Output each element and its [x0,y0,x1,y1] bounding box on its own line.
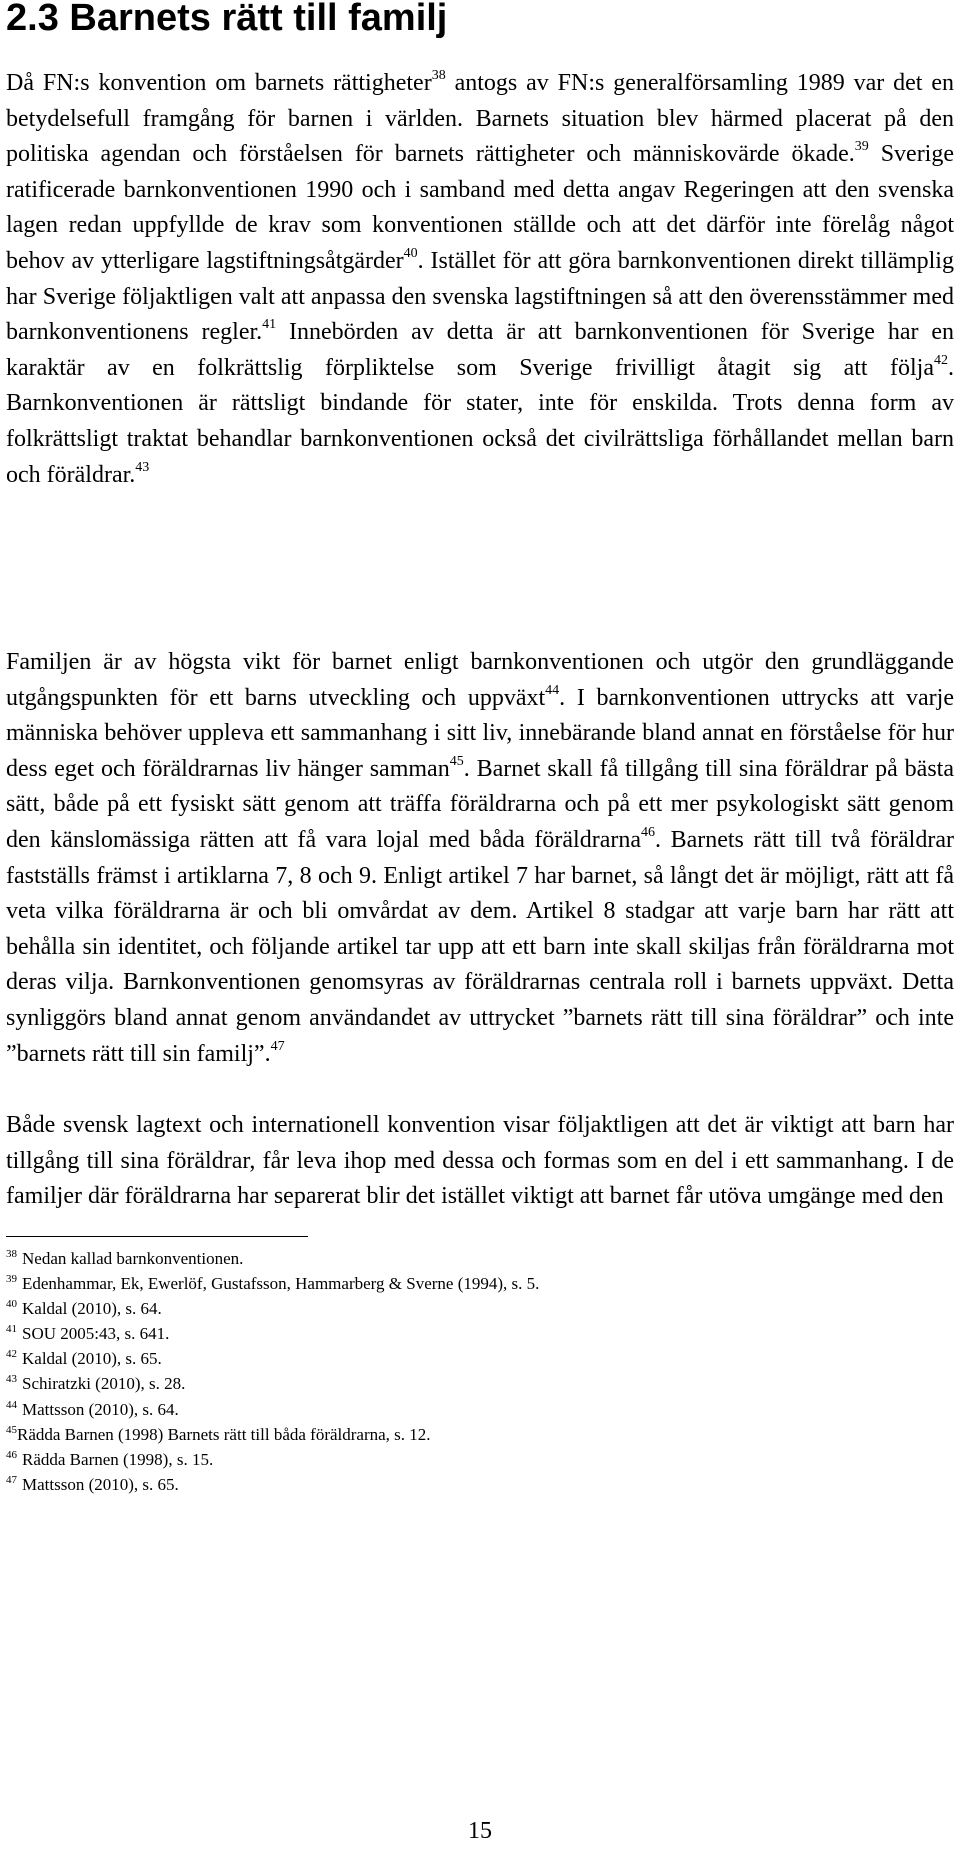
footnote-number: 45 [6,1423,17,1436]
page-number: 15 [468,1818,492,1844]
text-run: Då FN:s konvention om barnets rättigheter [6,70,432,96]
footnote-41 [6,1321,946,1346]
footnote-number: 39 [6,1273,17,1286]
text-run: . Barnet skall få tillgång till sina föräldrar på bästa sätt, både på ett fysiskt sätt genom att träffa föräldrarna och på ett mer psykologiskt sätt genom den känslomässiga rätten att få vara lojal med båda föräldrarna [6,755,954,853]
footnote-ref-47: 47 [270,1038,285,1054]
footnote-ref-44: 44 [545,682,560,698]
footnote-text: Rädda Barnen (1998), s. 15. [22,1449,214,1469]
footnote-text: SOU 2005:43, s. 641. [22,1324,170,1344]
footnote-text: Mattsson (2010), s. 64. [22,1399,179,1419]
text-run: . Istället för att göra barnkonventionen direkt tillämplig har Sverige följaktligen valt att anpassa den svenska lagstiftningen så att den överensstämmer med barnkonventionens regler. [6,247,954,346]
text-run: Både svensk lagtext och internationell konvention visar följaktligen att det är viktigt att barn har tillgång till sina föräldrar, får leva ihop med dessa och formas som en del i ett sammanhang. I de familjer där föräldrarna har separerat blir det istället viktigt att barnet får utöva umgänge med den [6,1112,954,1210]
paragraph-1 [6,66,954,493]
footnote-ref-43: 43 [135,459,150,475]
footnote-number: 47 [6,1473,17,1486]
footnote-text: Kaldal (2010), s. 65. [22,1349,162,1369]
footnote-ref-41: 41 [262,317,277,333]
paragraph-3 [6,1108,954,1215]
footnote-number: 44 [6,1398,17,1411]
footnote-ref-40: 40 [403,245,418,261]
footnote-text: Nedan kallad barnkonventionen. [22,1249,244,1268]
footnote-text: Edenhammar, Ek, Ewerlöf, Gustafsson, Hammarberg & Sverne (1994), s. 5. [22,1274,540,1294]
footnote-ref-39: 39 [854,139,869,155]
footnote-42 [6,1346,946,1371]
footnote-number: 40 [6,1298,17,1311]
footnote-text: Schiratzki (2010), s. 28. [22,1374,186,1394]
footnote-number: 46 [6,1448,17,1461]
footnote-45 [6,1422,946,1447]
footnote-ref-45: 45 [449,753,464,769]
footnote-ref-38: 38 [431,68,446,83]
footnote-text: Kaldal (2010), s. 64. [22,1299,162,1319]
footnote-text: Mattsson (2010), s. 65. [22,1474,179,1494]
footnote-43 [6,1371,946,1396]
footnote-46 [6,1447,946,1472]
footnote-number: 41 [6,1323,17,1336]
text-run: Familjen är av högsta vikt för barnet enligt barnkonventionen och utgör den grundläggande utgångspunkten för ett barns utveckling och uppväxt [6,649,954,711]
footnote-47 [6,1472,946,1497]
footnote-38 [6,1246,946,1271]
text-run: . Barnets rätt till två föräldrar fastställs främst i artiklarna 7, 8 och 9. Enligt artikel 7 har barnet, så långt det är möjligt, rätt att få veta vilka föräldrarna är och bli omvårdat av dem. Artikel 8 stadgar att varje barn har rätt att behålla sin identitet, och följande artikel tar upp att ett barn inte skall skiljas från föräldrarna mot deras vilja. Barnkonventionen genomsyras av föräldrarnas centrala roll i barnets uppväxt. Detta synliggörs bland annat genom användandet av uttrycket ”barnets rätt till sina föräldrar” och inte ”barnets rätt till sin familj”. [6,826,954,1067]
footnote-number: 38 [6,1248,17,1260]
text-run: Innebörden av detta är att barnkonventionen för Sverige har en karaktär av en folkrättslig förpliktelse som Sverige frivilligt åtagit sig att följa [6,319,954,381]
text-run: antogs av FN:s generalförsamling 1989 var det en betydelsefull framgång för barnen i världen. Barnets situation blev härmed placerat på den politiska agendan och förståelsen för barnets rättigheter och människovärde ökade. [6,70,954,168]
footnote-44 [6,1397,946,1422]
section-heading: 2.3 Barnets rätt till familj [6,0,448,39]
text-run: Sverige ratificerade barnkonventionen 1990 och i samband med detta angav Regeringen att den svenska lagen redan uppfyllde de krav som konventionen ställde och att det därför inte förelåg något behov av ytterligare lagstiftningsåtgärder [6,141,955,274]
footnote-ref-46: 46 [641,824,656,840]
footnote-text: Rädda Barnen (1998) Barnets rätt till båda föräldrarna, s. 12. [17,1424,431,1444]
footnote-separator [6,1236,308,1237]
text-run: . I barnkonventionen uttrycks att varje människa behöver uppleva ett sammanhang i sitt liv, innebärande bland annat en förståelse för hur dess eget och föräldrarnas liv hänger samman [6,684,954,782]
footnote-ref-42: 42 [934,352,948,368]
footnote-number: 43 [6,1373,17,1386]
text-run: . Barnkonventionen är rättsligt bindande för stater, inte för enskilda. Trots denna form av folkrättsligt traktat behandlar barnkonventionen också det civilrättsliga förhållandet mellan barn och föräldrar. [6,354,954,488]
paragraph-2 [6,645,954,1072]
footnote-39 [6,1271,946,1296]
footnotes [6,1246,946,1497]
footnote-40 [6,1296,946,1321]
footnote-number: 42 [6,1348,17,1361]
